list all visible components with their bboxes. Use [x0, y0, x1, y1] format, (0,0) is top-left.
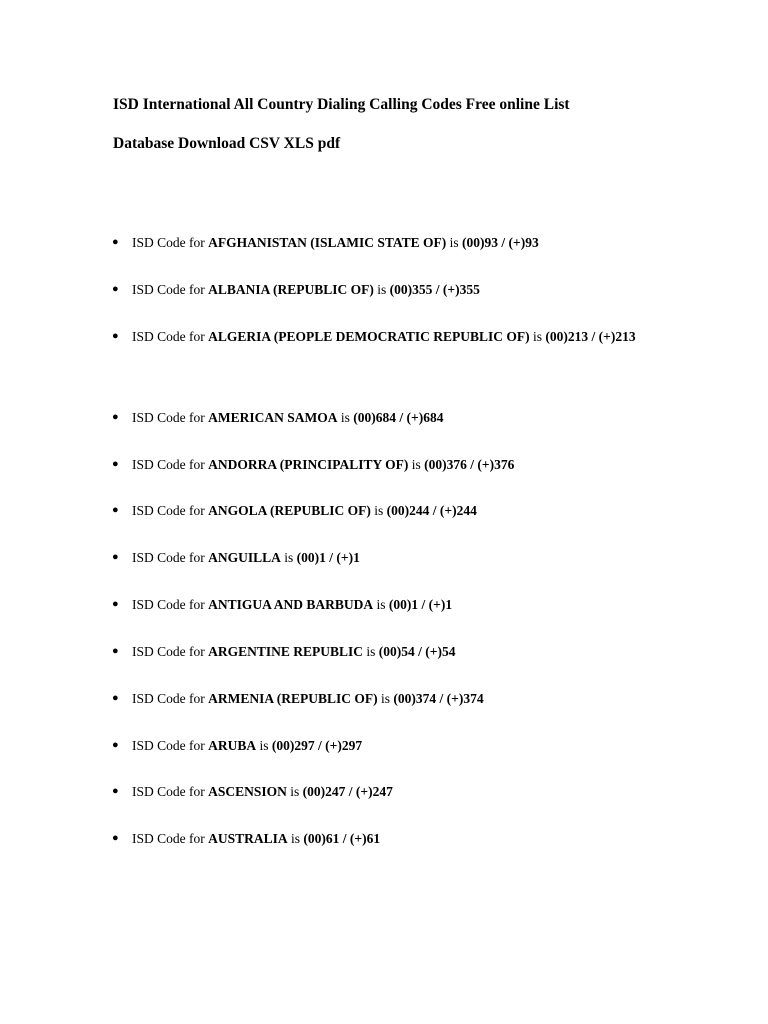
item-prefix: ISD Code for [132, 329, 209, 344]
bullet-icon: ● [112, 832, 119, 844]
item-prefix: ISD Code for [132, 784, 209, 799]
list-item [112, 272, 672, 307]
item-country: ANGOLA (REPUBLIC OF) [208, 503, 371, 518]
item-code: (00)213 / (+)213 [545, 329, 636, 344]
item-prefix: ISD Code for [132, 597, 209, 612]
item-country: ANDORRA (PRINCIPALITY OF) [208, 457, 409, 472]
document-title-line-1: ISD International All Country Dialing Calling Codes Free online List [113, 96, 570, 113]
item-code: (00)61 / (+)61 [303, 831, 381, 846]
item-code: (00)374 / (+)374 [393, 691, 484, 706]
bullet-icon: ● [112, 645, 119, 657]
item-country: AFGHANISTAN (ISLAMIC STATE OF) [208, 235, 447, 250]
item-prefix: ISD Code for [132, 410, 209, 425]
item-country: ALBANIA (REPUBLIC OF) [208, 282, 374, 297]
bullet-icon: ● [112, 692, 119, 704]
item-connector: is [256, 738, 272, 753]
list-item [112, 447, 672, 482]
list-item [112, 587, 672, 622]
item-connector: is [370, 503, 387, 518]
list-item [112, 225, 672, 260]
item-connector: is [337, 410, 354, 425]
list-item [112, 728, 672, 763]
list-item [112, 400, 672, 435]
item-code: (00)297 / (+)297 [271, 738, 363, 753]
item-prefix: ISD Code for [132, 282, 209, 297]
bullet-icon: ● [112, 283, 119, 295]
item-connector: is [377, 691, 394, 706]
item-prefix: ISD Code for [132, 831, 209, 846]
item-code: (00)54 / (+)54 [378, 644, 456, 659]
item-prefix: ISD Code for [132, 503, 209, 518]
item-country: ALGERIA (PEOPLE DEMOCRATIC REPUBLIC OF) [208, 329, 530, 344]
document-title-line-2: Database Download CSV XLS pdf [113, 135, 341, 152]
item-connector: is [408, 457, 425, 472]
item-code: (00)244 / (+)244 [386, 503, 477, 518]
bullet-icon: ● [112, 598, 119, 610]
bullet-icon: ● [112, 411, 119, 423]
item-country: ANGUILLA [208, 550, 281, 565]
item-connector: is [373, 597, 389, 612]
item-connector: is [373, 282, 390, 297]
item-prefix: ISD Code for [132, 235, 209, 250]
item-country: ASCENSION [208, 784, 287, 799]
item-country: ARMENIA (REPUBLIC OF) [208, 691, 378, 706]
item-code: (00)376 / (+)376 [424, 457, 515, 472]
list-item [112, 493, 672, 528]
item-connector: is [286, 784, 303, 799]
list-item [112, 634, 672, 669]
list-item [112, 540, 672, 575]
item-code: (00)247 / (+)247 [302, 784, 393, 799]
bullet-icon: ● [112, 504, 119, 516]
list-item [112, 774, 672, 809]
item-code: (00)93 / (+)93 [462, 235, 539, 250]
item-code: (00)1 / (+)1 [296, 550, 360, 565]
bullet-icon: ● [112, 458, 119, 470]
item-connector: is [363, 644, 379, 659]
item-connector: is [280, 550, 297, 565]
item-country: AUSTRALIA [208, 831, 288, 846]
item-country: ANTIGUA AND BARBUDA [208, 597, 374, 612]
item-connector: is [529, 329, 546, 344]
list-item [112, 319, 672, 354]
item-prefix: ISD Code for [132, 691, 209, 706]
item-prefix: ISD Code for [132, 550, 209, 565]
bullet-icon: ● [112, 330, 119, 342]
item-country: ARUBA [208, 738, 257, 753]
item-code: (00)684 / (+)684 [353, 410, 444, 425]
item-code: (00)355 / (+)355 [389, 282, 480, 297]
item-country: ARGENTINE REPUBLIC [208, 644, 364, 659]
item-prefix: ISD Code for [132, 457, 209, 472]
item-prefix: ISD Code for [132, 644, 209, 659]
bullet-icon: ● [112, 236, 119, 248]
item-code: (00)1 / (+)1 [388, 597, 453, 612]
item-country: AMERICAN SAMOA [208, 410, 338, 425]
bullet-icon: ● [112, 739, 119, 751]
item-connector: is [287, 831, 304, 846]
bullet-icon: ● [112, 551, 119, 563]
list-item [112, 681, 672, 716]
item-prefix: ISD Code for [132, 738, 209, 753]
item-connector: is [446, 235, 463, 250]
bullet-icon: ● [112, 785, 119, 797]
list-item [112, 821, 672, 856]
